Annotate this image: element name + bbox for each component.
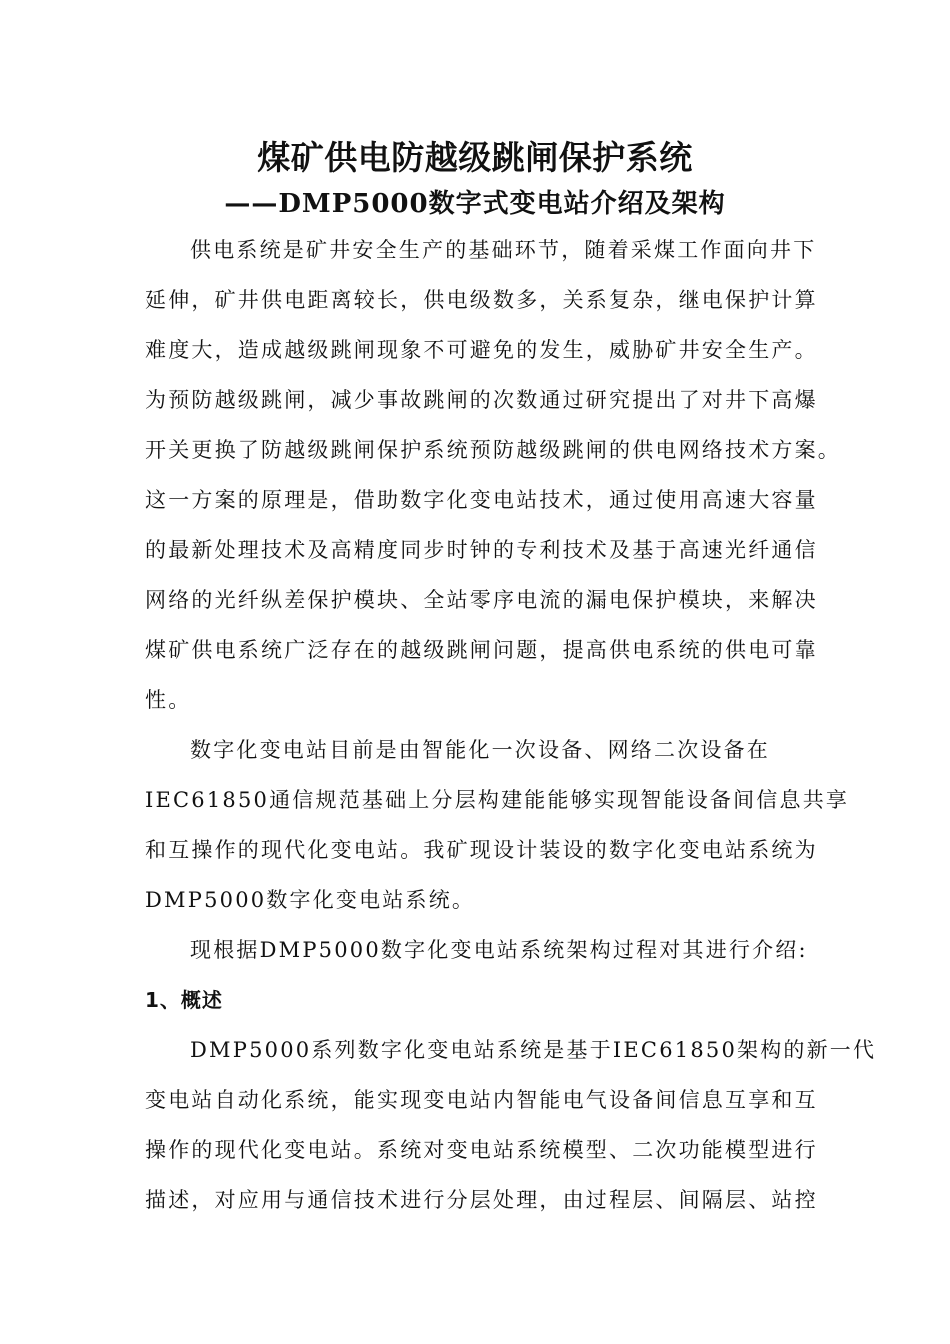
paragraph-line: 变电站自动化系统，能实现变电站内智能电气设备间信息互享和互	[145, 1088, 818, 1112]
paragraph-line: DMP5000数字化变电站系统。	[145, 888, 476, 912]
paragraph-line: 延伸，矿井供电距离较长，供电级数多，关系复杂，继电保护计算	[145, 288, 818, 312]
paragraph-line: 描述，对应用与通信技术进行分层处理，由过程层、间隔层、站控	[145, 1188, 818, 1212]
section-heading: 1、概述	[145, 988, 223, 1012]
paragraph-line: IEC61850通信规范基础上分层构建能能够实现智能设备间信息共享	[145, 788, 850, 812]
paragraph-line: 操作的现代化变电站。系统对变电站系统模型、二次功能模型进行	[145, 1138, 818, 1162]
paragraph-line: 的最新处理技术及高精度同步时钟的专利技术及基于高速光纤通信	[145, 538, 818, 562]
paragraph-line: 开关更换了防越级跳闸保护系统预防越级跳闸的供电网络技术方案。	[145, 438, 841, 462]
paragraph-line: 性。	[145, 688, 192, 712]
paragraph-line: DMP5000系列数字化变电站系统是基于IEC61850架构的新一代	[190, 1038, 877, 1062]
paragraph-line: 难度大，造成越级跳闸现象不可避免的发生，威胁矿井安全生产。	[145, 338, 818, 362]
paragraph-line: 煤矿供电系统广泛存在的越级跳闸问题，提高供电系统的供电可靠	[145, 638, 818, 662]
paragraph-line: 和互操作的现代化变电站。我矿现设计装设的数字化变电站系统为	[145, 838, 818, 862]
paragraph-line: 供电系统是矿井安全生产的基础环节，随着采煤工作面向井下	[190, 238, 817, 262]
document-title: 煤矿供电防越级跳闸保护系统	[257, 138, 693, 177]
paragraph-line: 数字化变电站目前是由智能化一次设备、网络二次设备在	[190, 738, 770, 762]
document-subtitle: ——DMP5000数字式变电站介绍及架构	[224, 189, 726, 219]
paragraph-line: 为预防越级跳闸，减少事故跳闸的次数通过研究提出了对井下高爆	[145, 388, 818, 412]
paragraph-line: 现根据DMP5000数字化变电站系统架构过程对其进行介绍:	[190, 938, 808, 962]
paragraph-line: 这一方案的原理是，借助数字化变电站技术，通过使用高速大容量	[145, 488, 818, 512]
paragraph-line: 网络的光纤纵差保护模块、全站零序电流的漏电保护模块，来解决	[145, 588, 818, 612]
